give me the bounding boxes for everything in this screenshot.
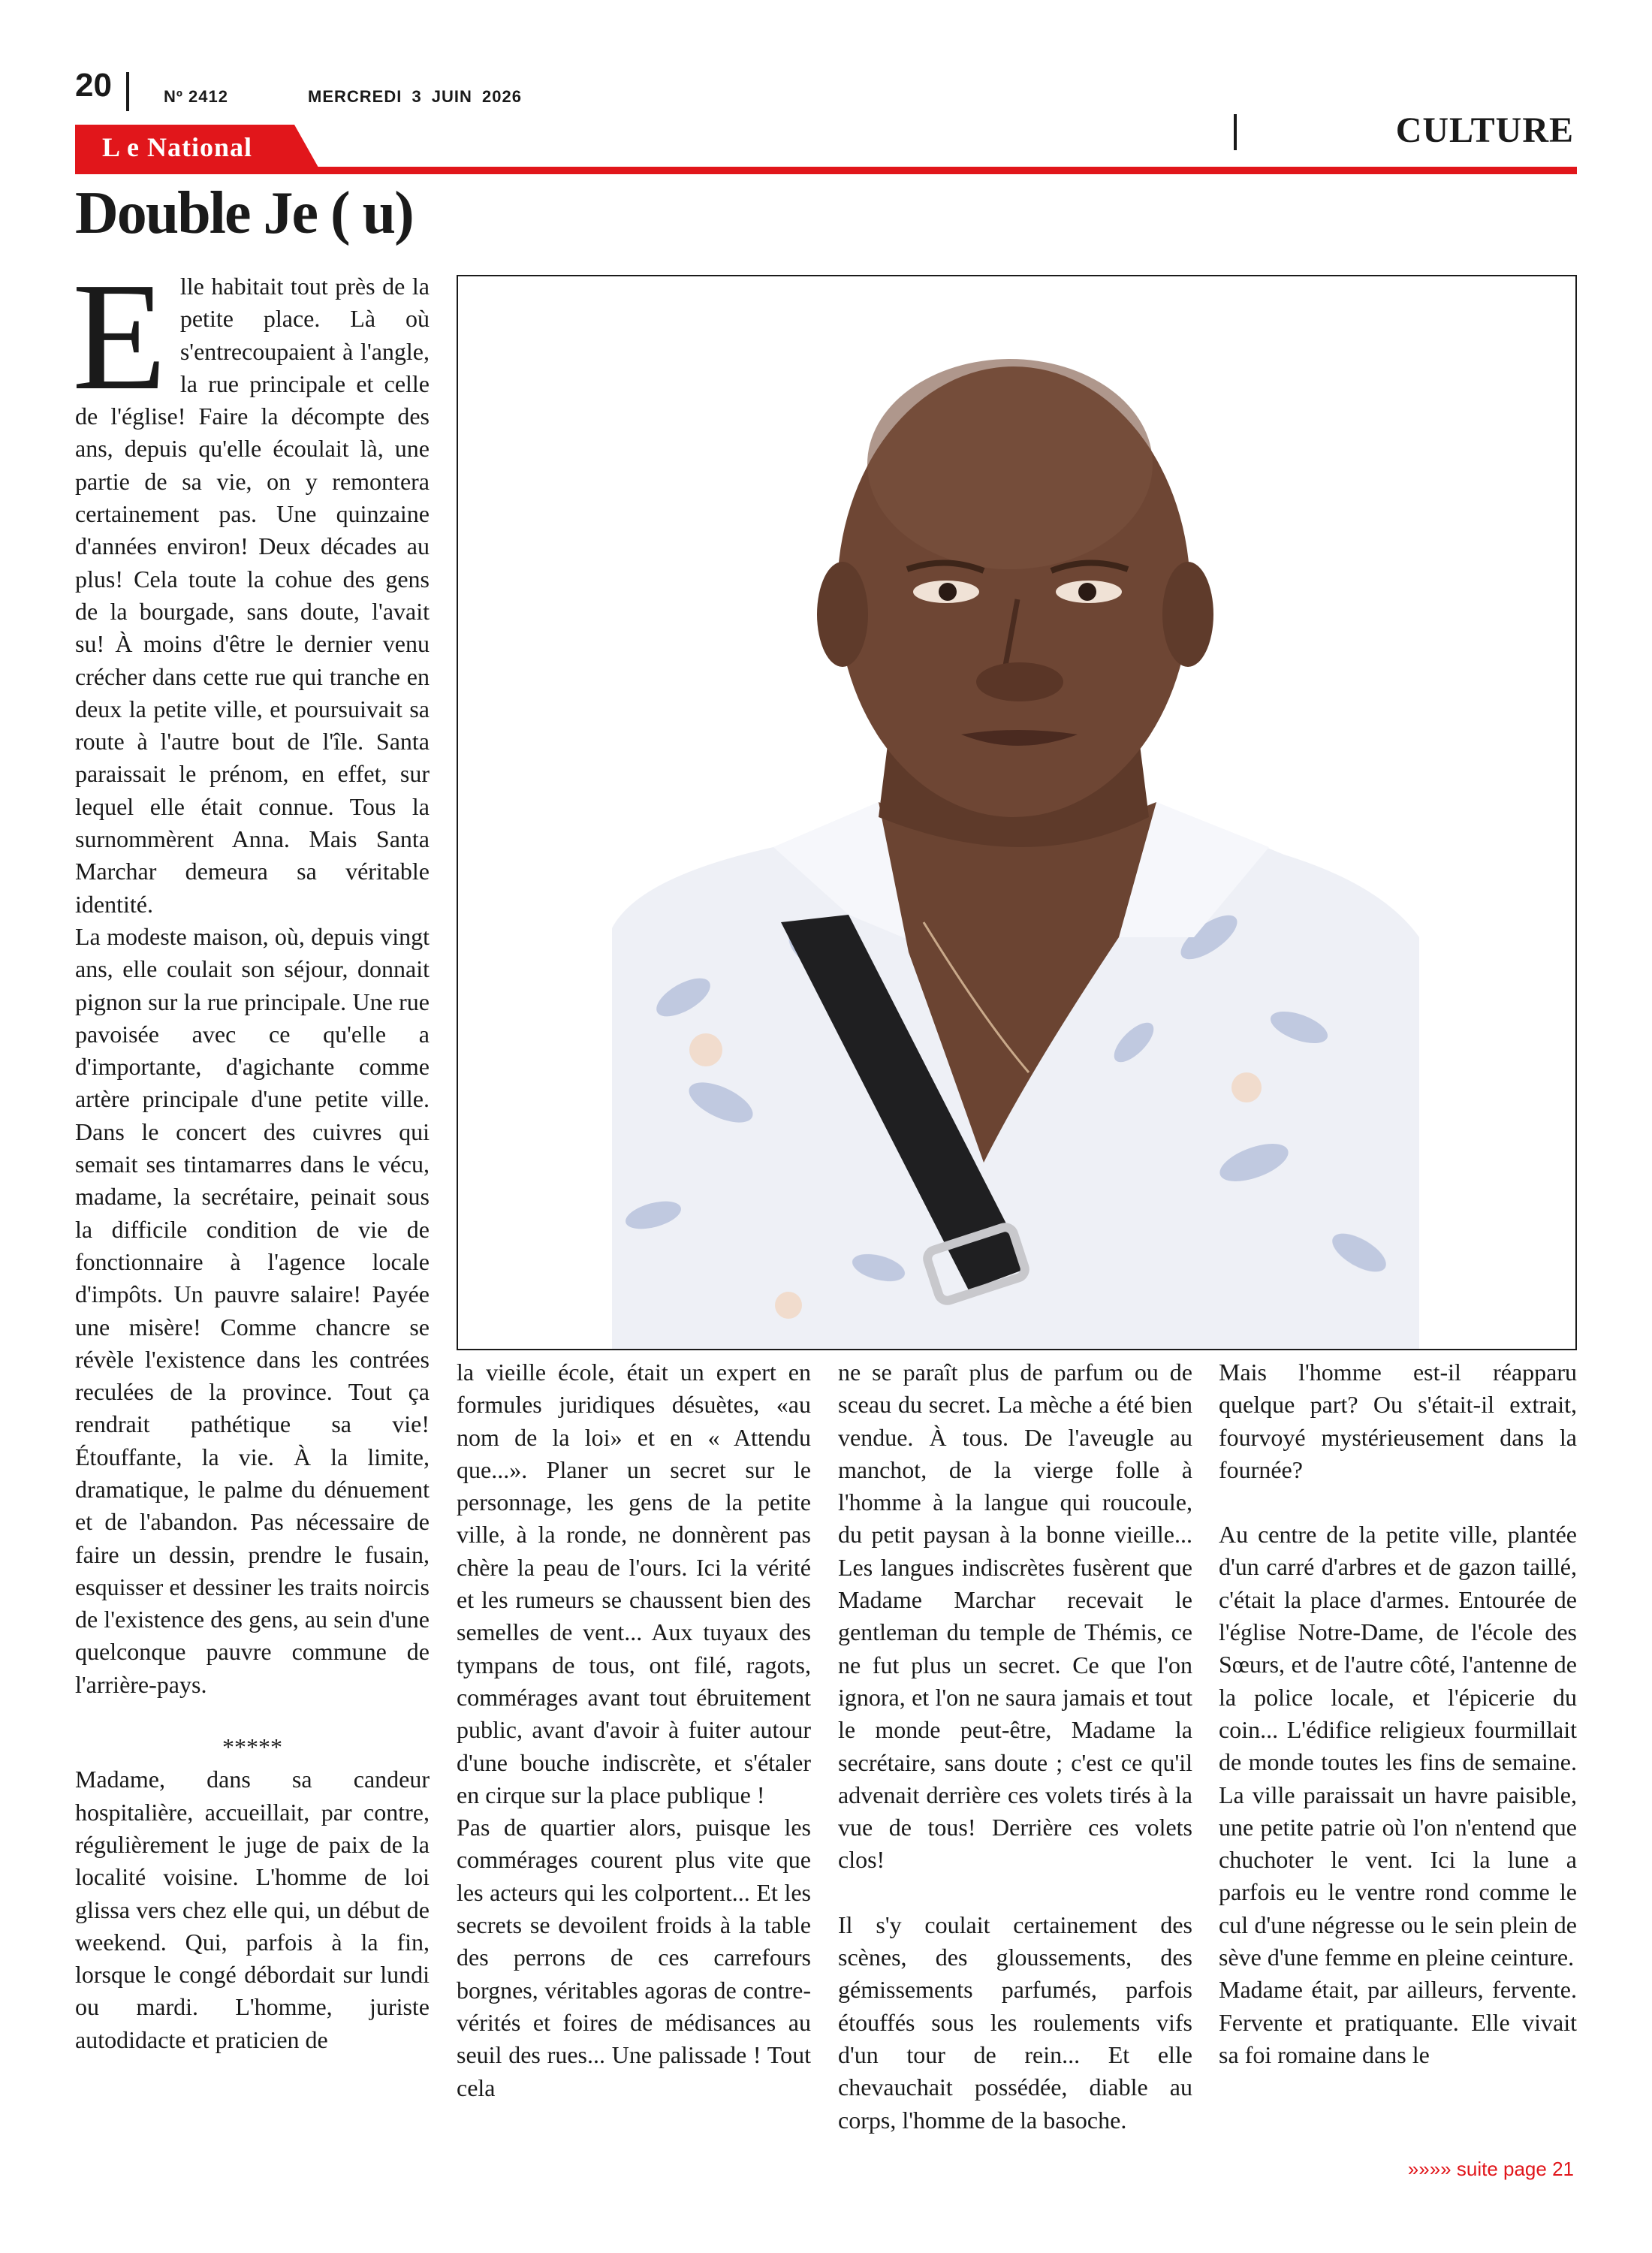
newspaper-name: L e National xyxy=(102,132,253,162)
article-photo xyxy=(457,275,1577,1350)
article-paragraph: La modeste maison, où, depuis vingt ans, elle coulait son séjour, donnait pignon sur la rue principale. Une rue pavoisée avec ce qu'elle a d'importante, d'agichante comme artère principale d'une petite ville. Dans le concert des cuivres qui semait ses tintamarres dans le vécu, madame, la secrétaire, peinait sous la difficile condition de vie de fonctionnaire à l'agence locale d'impôts. Un pauvre salaire! Payée une misère! Comme chancre se révèle l'existence dans les contrées reculées de la province. Tout ça rendrait pathétique sa vie! Étouffante, la vie. À la limite, dramatique, le palme du dénuement et de l'abandon. Pas nécessaire de faire un dessin, prendre le fusain, esquisser et dessiner les traits noircis de l'existence des gens, au sein d'une quelconque pauvre commune de l'arrière-pays. xyxy=(75,922,430,1698)
section-title: CULTURE xyxy=(1395,110,1574,150)
article-paragraph: Au centre de la petite ville, plantée d'un carré d'arbres et de gazon taillé, c'était la place d'armes. Entourée de l'église Notre-Dame, de l'école des Sœurs, et de l'autre côté, l'antenne de la police locale, et l'épicerie du coin... L'édifice religieux fourmillait de monde toutes les fins de semaine. La ville paraissait un havre paisible, une petite patrie où l'on n'entend que chuchoter le vent. Ici la lune a parfois eu le ventre rond comme le cul d'une négresse ou le sein plein de sève d'une femme en pleine ceinture. xyxy=(1219,1521,1577,1971)
article-paragraph: Madame était, par ailleurs, fervente. Fervente et pratiquante. Elle vivait sa foi romaine dans le xyxy=(1219,1976,1577,2068)
page-number: 20 xyxy=(75,67,112,104)
article-paragraph: Elle habitait tout près de la petite place. Là où s'entrecoupaient à l'angle, la rue principale et celle de l'église! Faire la décompte des ans, depuis qu'elle écoulait là, une partie de sa vie, on y remontera certainement pas. Une quinzaine d'années environ! Deux décades au plus! Cela toute la cohue des gens de la bourgade, sans doute, l'avait su! À moins d'être le dernier venu crécher dans cette rue qui tranche en deux la petite ville, et poursuivait sa route à l'autre bout de l'île. Santa paraissait le prénom, en effet, sur lequel elle était connue. Tous la surnommèrent Anna. Mais Santa Marchar demeura sa véritable identité. xyxy=(72,250,430,918)
article-paragraph: ne se paraît plus de parfum ou de sceau du secret. La mèche a été bien vendue. À tous. De l'aveugle au manchot, de la vierge folle à l'homme à la langue qui roucoule, du petit paysan à la bonne vieille... Les langues indiscrètes fusèrent que Madame Marchar recevait le gentleman du temple de Thémis, ce ne fut plus un secret. Ce que l'on ignora, et l'on ne saura jamais et tout le monde peut-être, Madame la secrétaire, sans doute ; c'est ce qu'il advenait derrière ces volets tirés à la vue de tous! Derrière ces volets clos! xyxy=(838,1359,1192,1874)
drop-cap: E xyxy=(72,250,167,422)
article-paragraph: Il s'y coulait certainement des scènes, des gloussements, des gémissements parfumés, parfois étouffés sous les roulements vifs d'un tour de rein... Et elle chevauchait possédée, diable au corps, l'homme de la basoche. xyxy=(838,1911,1192,2134)
article-paragraph: Madame, dans sa candeur hospitalière, accueillait, par contre, régulièrement le juge de paix de la localité voisine. L'homme de loi glissa vers chez elle qui, un début de weekend. Qui, parfois à la fin, lorsque le congé débordait sur lundi ou mardi. L'homme, juriste autodidacte et praticien de xyxy=(75,1766,430,2053)
header-divider xyxy=(126,72,129,111)
article-paragraph: Mais l'homme est-il réapparu quelque part? Ou s'était-il extrait, fourvoyé mystérieusement dans la fournée? xyxy=(1219,1359,1577,1483)
issue-date: MERCREDI 3 JUIN 2026 xyxy=(308,87,522,106)
article-column-4 xyxy=(1219,1356,1577,2071)
article-column-3 xyxy=(838,1356,1192,2137)
header-rule xyxy=(75,167,1577,174)
article-column-2 xyxy=(457,1356,811,2104)
continuation-link[interactable]: »»»» suite page 21 xyxy=(1407,2158,1574,2180)
article-column-1 xyxy=(72,250,430,2056)
article-title: Double Je ( u) xyxy=(75,180,413,246)
portrait-illustration xyxy=(458,276,1575,1349)
issue-number: Nº 2412 xyxy=(164,87,228,106)
article-paragraph: la vieille école, était un expert en formules juridiques désuètes, «au nom de la loi» et en « Attendu que...». Planer un secret sur le personnage, les gens de la petite ville, à la ronde, ne donnèrent pas chère la peau de l'ours. Ici la vérité et les rumeurs se chaussent bien des semelles de vent... Aux tuyaux des tympans de tous, ont filé, ragots, commérages avant tout ébruitement public, avant d'avoir à fuiter autour d'une bouche indiscrète, et s'étaler en cirque sur la place publique ! xyxy=(457,1359,811,1808)
article-paragraph: Pas de quartier alors, puisque les commérages courent plus vite que les acteurs qui les colportent... Et les secrets se devoilent froids à la table des perrons de ces carrefours borgnes, véritables agoras de contre-vérités et foires de médisances au seuil des rues... Une palissade ! Tout cela xyxy=(457,1814,811,2101)
section-break: ***** xyxy=(222,1733,282,1761)
section-divider xyxy=(1234,114,1237,150)
